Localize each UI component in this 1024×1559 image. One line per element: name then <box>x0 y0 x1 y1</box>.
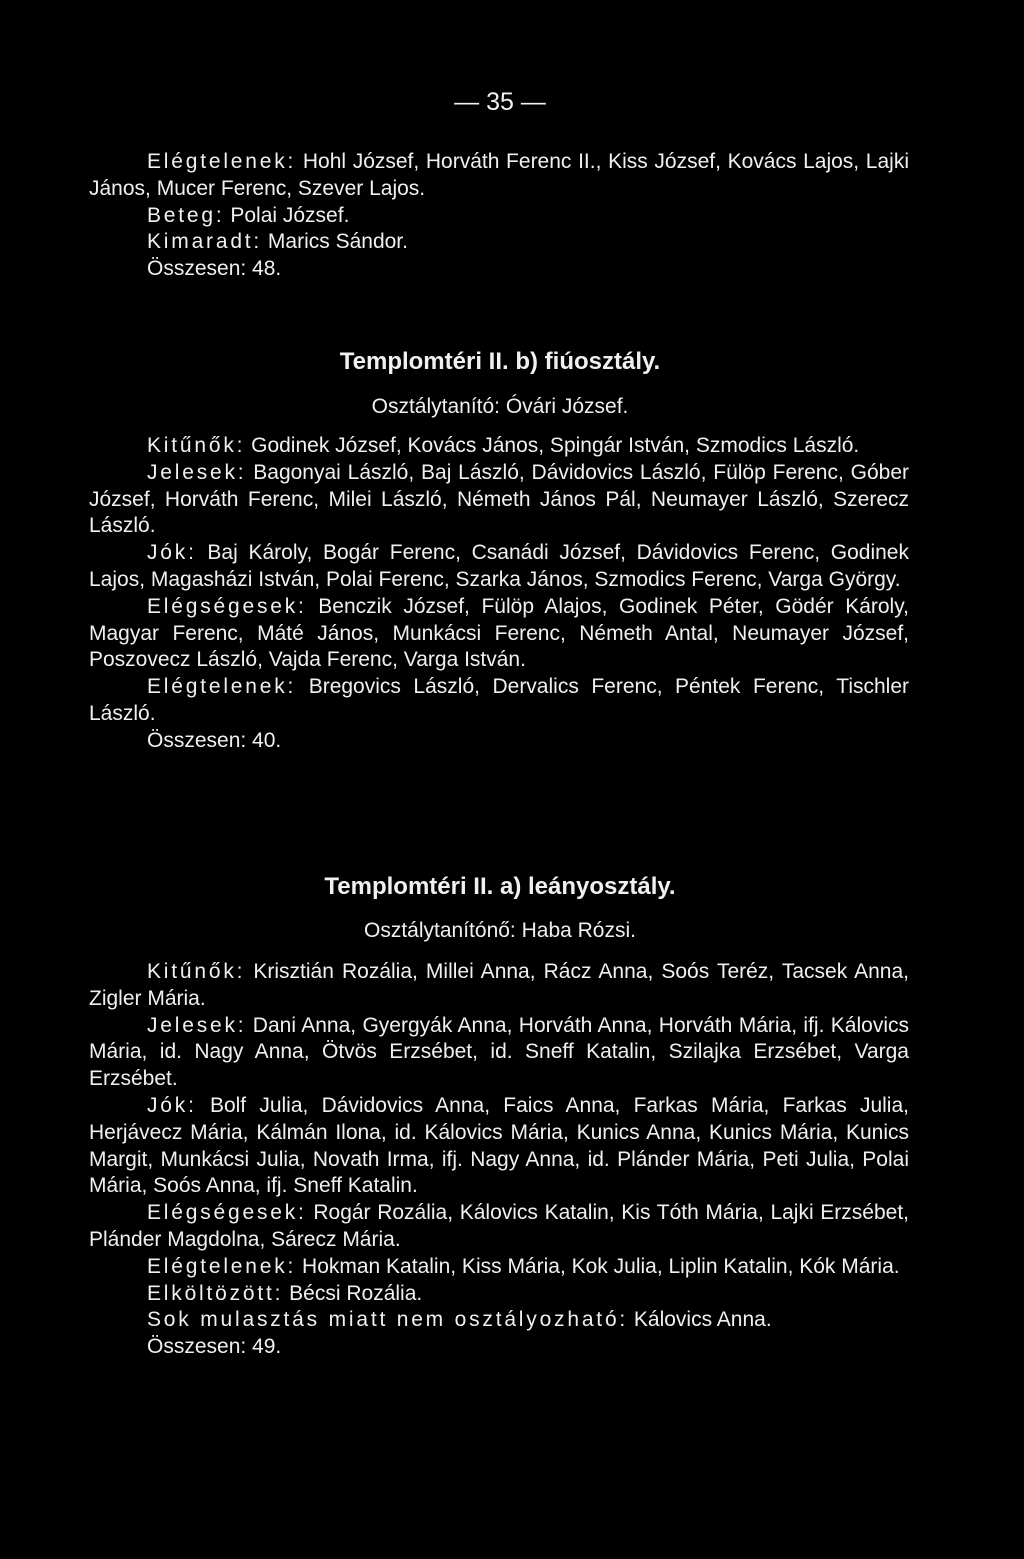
elegsegesek-paragraph <box>89 1200 909 1254</box>
elkoltozott-paragraph <box>89 1281 909 1308</box>
class-b-heading: Templomtéri II. b) fiúosztály. <box>339 348 661 375</box>
group-names: Benczik József, Fülöp Alajos, Godinek Péter, Gödér Károly, Magyar Ferenc, Máté János, Munkácsi Ferenc, Németh Antal, Neumayer József, Poszovecz László, Vajda Ferenc, Varga István. <box>89 594 909 672</box>
group-names: Bolf Julia, Dávidovics Anna, Faics Anna, Farkas Mária, Farkas Julia, Herjávecz Mária, Kálmán Ilona, id. Kálovics Mária, Kunics Anna, Kunics Mária, Kunics Margit, Munkácsi Julia, Novath Irma, ifj. Nagy Anna, id. Plánder Mária, Peti Julia, Polai Mária, Soós Anna, ifj. Sneff Katalin. <box>89 1093 909 1198</box>
elegtelenek-paragraph <box>89 674 909 728</box>
beteg-paragraph <box>89 203 909 230</box>
group-label: Elégségesek: <box>147 594 307 618</box>
section-top <box>89 149 909 283</box>
class-a-groups <box>89 959 909 1361</box>
group-names: Marics Sándor. <box>262 230 408 254</box>
group-label: Jók: <box>147 1093 197 1117</box>
jelesek-paragraph <box>89 1013 909 1093</box>
group-label: Sok mulasztás miatt nem osztályozható: <box>147 1308 629 1332</box>
total-text: Összesen: 40. <box>147 728 282 752</box>
group-label: Elköltözött: <box>147 1281 284 1305</box>
total-line <box>89 256 909 283</box>
group-names: Kálovics Anna. <box>628 1308 772 1332</box>
group-names: Krisztián Rozália, Millei Anna, Rácz Anna, Soós Teréz, Tacsek Anna, Zigler Mária. <box>89 960 909 1010</box>
total-text: Összesen: 49. <box>147 1335 282 1359</box>
group-names: Godinek József, Kovács János, Spingár István, Szmodics László. <box>245 434 860 457</box>
class-b-groups <box>89 433 909 755</box>
class-b-teacher: Osztálytanító: Óvári József. <box>371 395 629 418</box>
group-label: Elégtelenek: <box>147 675 297 699</box>
total-line <box>89 1334 909 1361</box>
group-names: Baj Károly, Bogár Ferenc, Csanádi József, Dávidovics Ferenc, Godinek Lajos, Magasházi István, Polai Ferenc, Szarka János, Szmodics Ferenc, Varga György. <box>89 541 909 591</box>
group-label: Jók: <box>147 541 197 565</box>
group-label: Elégségesek: <box>147 1201 307 1225</box>
group-label: Beteg: <box>147 203 225 227</box>
class-a-teacher: Osztálytanítónő: Haba Rózsi. <box>364 919 636 942</box>
group-label: Kimaradt: <box>147 230 263 254</box>
group-label: Kitűnők: <box>147 434 246 457</box>
group-label: Elégtelenek: <box>147 150 297 173</box>
jok-paragraph <box>89 540 909 594</box>
group-label: Jelesek: <box>147 460 247 484</box>
total-line <box>89 728 909 755</box>
jok-paragraph <box>89 1093 909 1200</box>
group-names: Rogár Rozália, Kálovics Katalin, Kis Tóth Mária, Lajki Erzsébet, Plánder Magdolna, Sárecz Mária. <box>89 1201 909 1251</box>
page-number: — 35 — <box>454 88 546 116</box>
kitunok-paragraph <box>89 433 909 460</box>
elegsegesek-paragraph <box>89 594 909 674</box>
group-names: Polai József. <box>224 203 350 227</box>
group-label: Jelesek: <box>147 1013 247 1037</box>
group-names: Dani Anna, Gyergyák Anna, Horváth Anna, Horváth Mária, ifj. Kálovics Mária, id. Nagy Anna, Ötvös Erzsébet, id. Sneff Katalin, Szilajka Erzsébet, Varga Erzsébet. <box>89 1013 909 1091</box>
class-a-heading: Templomtéri II. a) leányosztály. <box>324 873 676 900</box>
kimaradt-paragraph <box>89 229 909 256</box>
group-label: Elégtelenek: <box>147 1254 297 1278</box>
group-names: Bagonyai László, Baj László, Dávidovics László, Fülöp Ferenc, Góber József, Horváth Ferenc, Milei László, Németh János Pál, Neumayer László, Szerecz László. <box>89 460 909 538</box>
group-names: Hohl József, Horváth Ferenc II., Kiss József, Kovács Lajos, Lajki János, Mucer Ferenc, Szever Lajos. <box>89 150 909 200</box>
kitunok-paragraph <box>89 959 909 1013</box>
jelesek-paragraph <box>89 460 909 540</box>
group-names: Bécsi Rozália. <box>283 1281 423 1305</box>
elegtelenek-paragraph <box>89 1254 909 1281</box>
total-text: Összesen: 48. <box>147 257 282 281</box>
nem-osztalyozhato-paragraph <box>89 1307 909 1334</box>
group-names: Bregovics László, Dervalics Ferenc, Péntek Ferenc, Tischler László. <box>89 675 909 725</box>
group-names: Hokman Katalin, Kiss Mária, Kok Julia, Liplin Katalin, Kók Mária. <box>296 1254 900 1278</box>
elegtelenek-paragraph <box>89 149 909 203</box>
group-label: Kitűnők: <box>147 960 246 983</box>
